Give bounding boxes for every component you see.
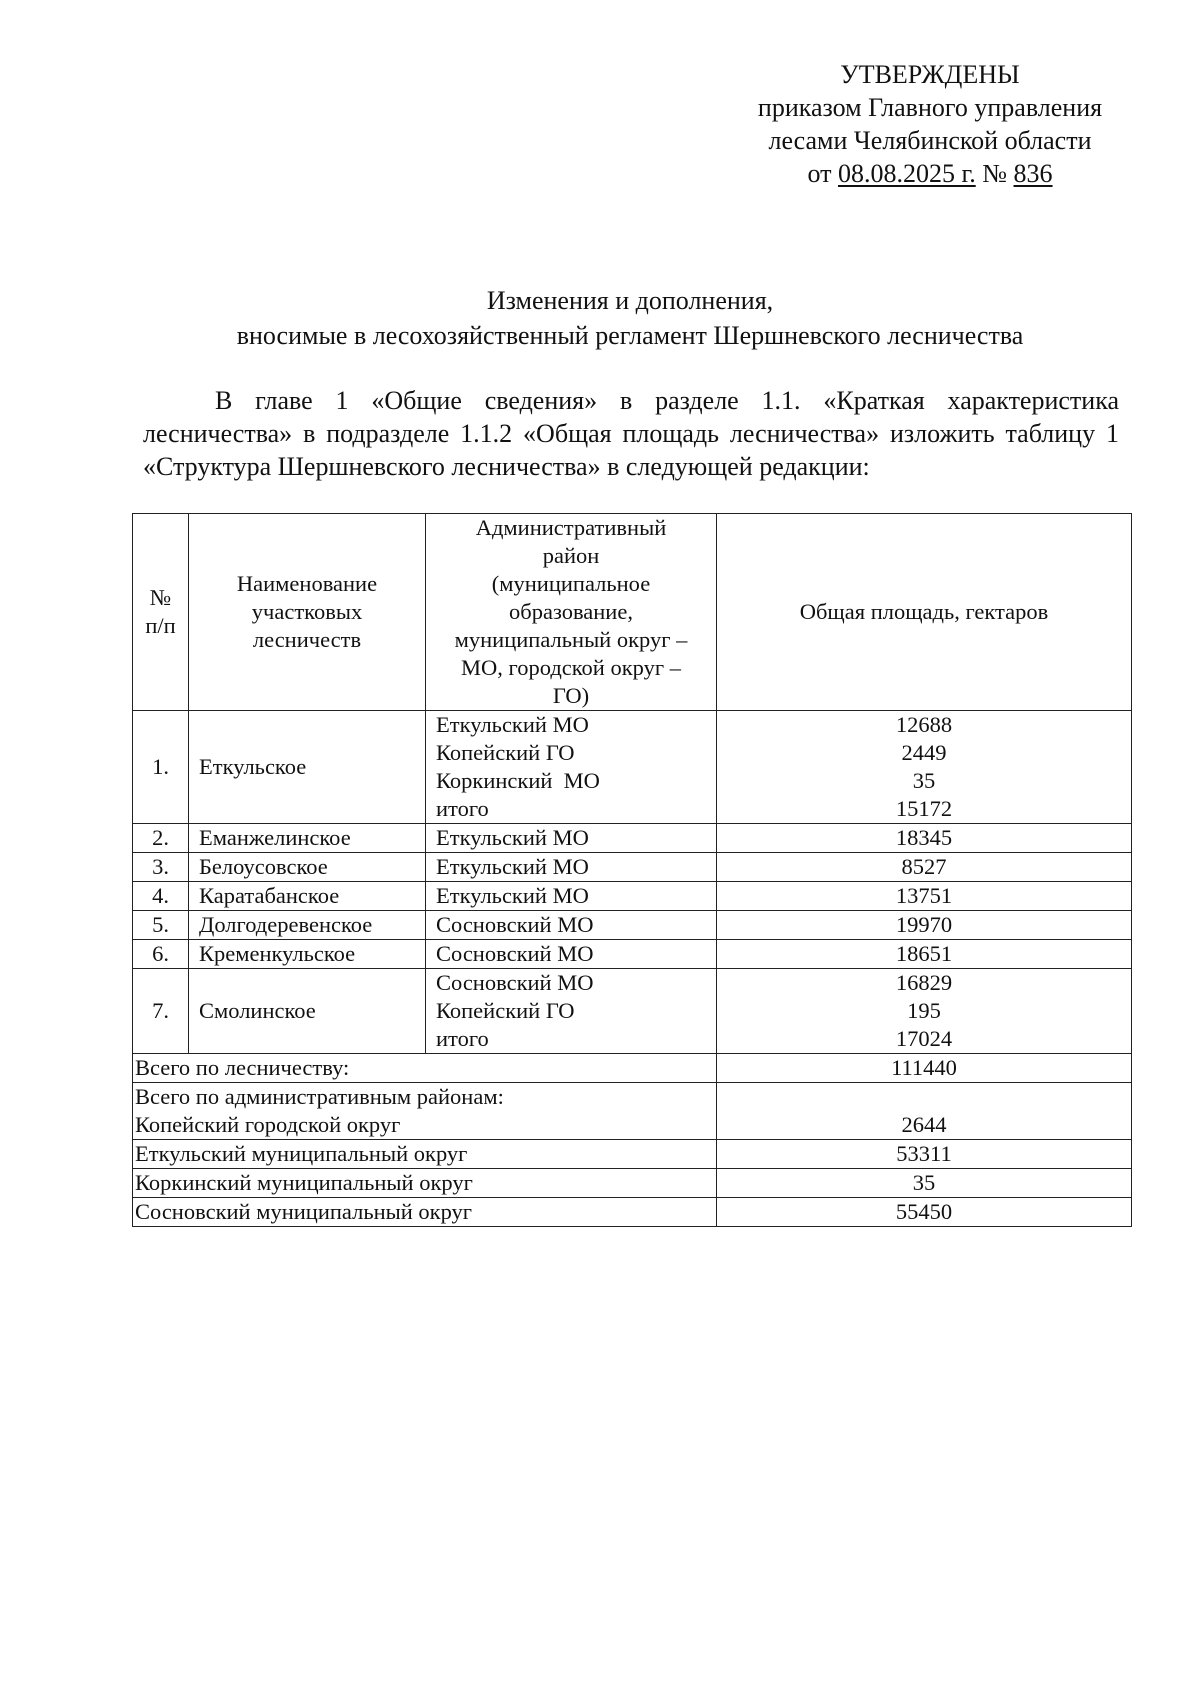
table-row [133, 853, 1132, 882]
heading-line-2: вносимые в лесохозяйственный регламент Шершневского лесничества [236, 321, 1024, 350]
approval-block [700, 58, 1160, 190]
row-num: 1. [133, 711, 189, 824]
forestry-structure-table [132, 513, 1132, 1227]
row-num: 6. [133, 940, 189, 969]
table-row [133, 940, 1132, 969]
district-total-label: Еткульский муниципальный округ [133, 1140, 717, 1169]
header-area: Общая площадь, гектаров [717, 514, 1132, 711]
table-header-row [133, 514, 1132, 711]
approval-number: 836 [1013, 159, 1053, 188]
header-name: Наименование участковых лесничеств [189, 514, 426, 711]
district-total-value: 55450 [717, 1198, 1132, 1227]
table-row [133, 911, 1132, 940]
row-district: Сосновский МО [426, 940, 717, 969]
district-total-row [133, 1198, 1132, 1227]
total-forestry-row [133, 1054, 1132, 1083]
row-district: Еткульский МО [426, 853, 717, 882]
district-total-value: 53311 [717, 1140, 1132, 1169]
district-total-row [133, 1169, 1132, 1198]
row-num: 7. [133, 969, 189, 1054]
row-num: 3. [133, 853, 189, 882]
row-name: Смолинское [189, 969, 426, 1054]
approval-line-2: лесами Челябинской области [768, 126, 1092, 155]
intro-text: В главе 1 «Общие сведения» в разделе 1.1. «Краткая характеристика лесничества» в подразделе 1.1.2 «Общая площадь лесничества» изложить таблицу 1 «Структура Шершневского лесничества» в следующей редакции: [143, 386, 1119, 481]
total-forestry-label: Всего по лесничеству: [133, 1054, 717, 1083]
district-total-row [133, 1140, 1132, 1169]
row-area: 18651 [717, 940, 1132, 969]
table-row [133, 711, 1132, 824]
by-district-heading: Всего по административным районам: [135, 1084, 504, 1109]
date-prefix: от [807, 159, 832, 188]
header-district: Административный район (муниципальное образование, муниципальный округ – МО, городской округ – ГО) [426, 514, 717, 711]
row-area: 18345 [717, 824, 1132, 853]
row-area: 8527 [717, 853, 1132, 882]
approval-title: УТВЕРЖДЕНЫ [840, 60, 1020, 89]
row-area: 19970 [717, 911, 1132, 940]
row-districts: Сосновский МО Копейский ГО итого [426, 969, 717, 1054]
district-total-label: Коркинский муниципальный округ [133, 1169, 717, 1198]
district-total-label: Сосновский муниципальный округ [133, 1198, 717, 1227]
approval-date-line [700, 157, 1160, 190]
row-name: Еткульское [189, 711, 426, 824]
row-areas: 16829 195 17024 [717, 969, 1132, 1054]
header-num: № п/п [133, 514, 189, 711]
row-num: 4. [133, 882, 189, 911]
number-prefix: № [982, 159, 1008, 188]
district-total-value: 35 [717, 1169, 1132, 1198]
row-num: 5. [133, 911, 189, 940]
district-total-value: 2644 [717, 1083, 1132, 1140]
district-total-label: Всего по административным районам: Копейский городской округ [133, 1083, 717, 1140]
row-name: Кременкульское [189, 940, 426, 969]
intro-paragraph [143, 384, 1119, 483]
row-areas: 12688 2449 35 15172 [717, 711, 1132, 824]
table-row [133, 969, 1132, 1054]
document-heading [130, 283, 1130, 353]
row-name: Каратабанское [189, 882, 426, 911]
heading-line-1: Изменения и дополнения, [486, 286, 774, 315]
row-area: 13751 [717, 882, 1132, 911]
total-forestry-value: 111440 [717, 1054, 1132, 1083]
row-num: 2. [133, 824, 189, 853]
row-name: Долгодеревенское [189, 911, 426, 940]
approval-date: 08.08.2025 г. [837, 159, 976, 188]
row-district: Еткульский МО [426, 882, 717, 911]
row-district: Еткульский МО [426, 824, 717, 853]
table-row [133, 882, 1132, 911]
district-total-row [133, 1083, 1132, 1140]
row-name: Еманжелинское [189, 824, 426, 853]
row-districts: Еткульский МО Копейский ГО Коркинский МО итого [426, 711, 717, 824]
approval-line-1: приказом Главного управления [757, 93, 1103, 122]
row-name: Белоусовское [189, 853, 426, 882]
row-district: Сосновский МО [426, 911, 717, 940]
table-row [133, 824, 1132, 853]
